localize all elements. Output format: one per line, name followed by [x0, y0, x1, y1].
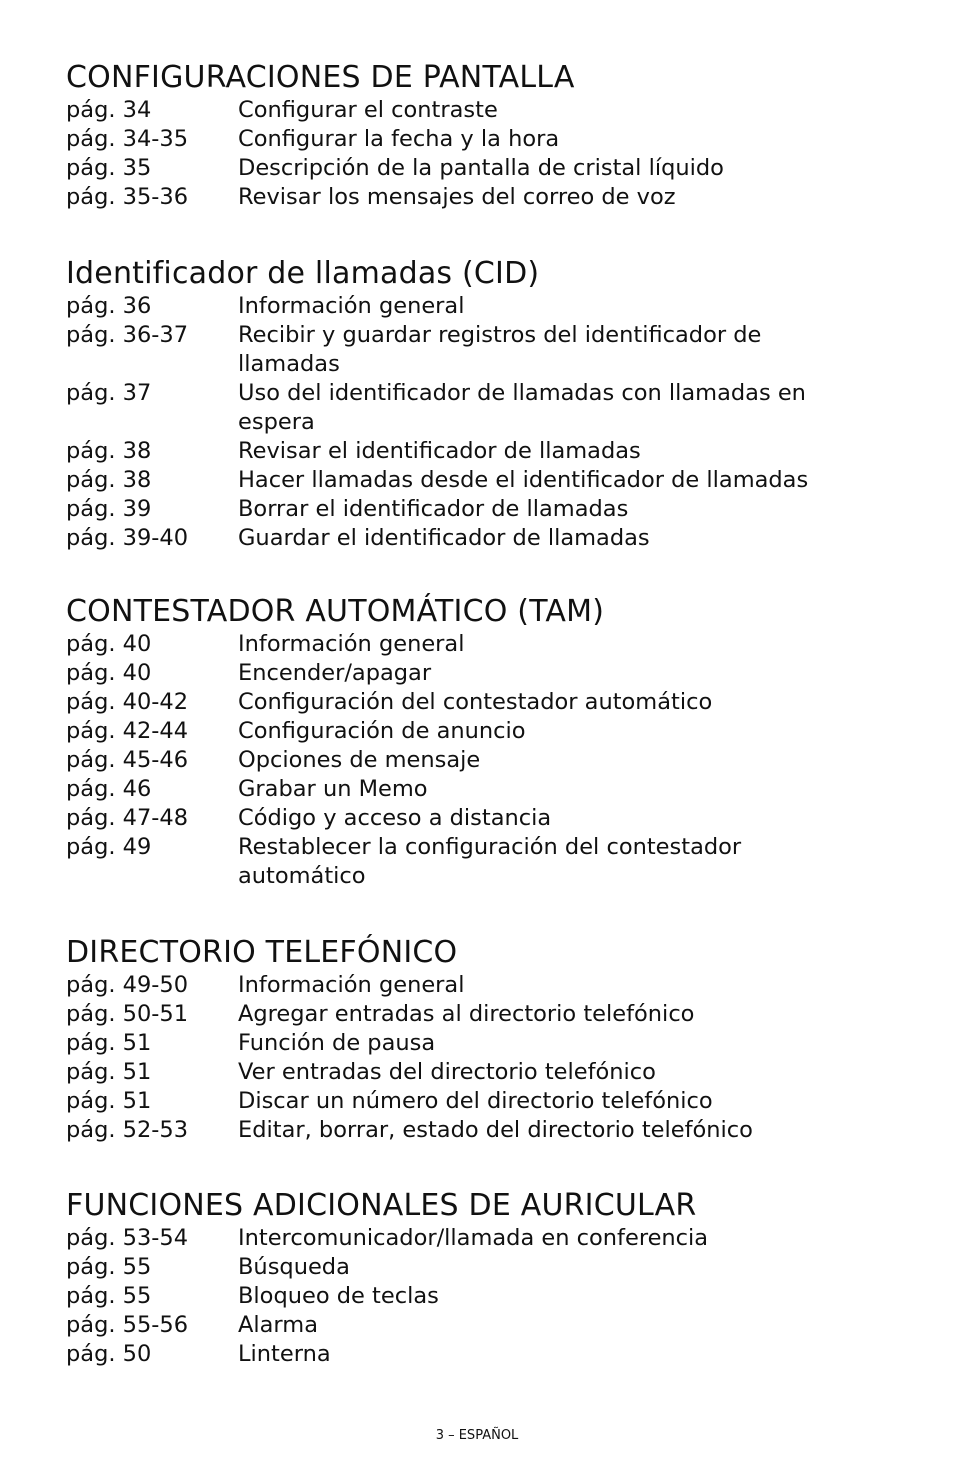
- entry-description: Configurar el contraste: [238, 97, 498, 123]
- toc-entry: [66, 775, 886, 804]
- entry-description: Recibir y guardar registros del identificador de llamadas: [238, 322, 762, 377]
- page-reference: pág. 40-42: [66, 689, 189, 715]
- toc-entry: [66, 1058, 886, 1087]
- entry-description: Uso del identificador de llamadas con llamadas en espera: [238, 380, 806, 435]
- section-title: CONTESTADOR AUTOMÁTICO (TAM): [66, 594, 605, 629]
- entry-description: Revisar el identificador de llamadas: [238, 438, 641, 464]
- entry-description: Grabar un Memo: [238, 776, 428, 802]
- section-identificador-de-llamadas: [66, 256, 886, 553]
- page-reference: pág. 37: [66, 380, 152, 406]
- page-reference: pág. 52-53: [66, 1117, 189, 1143]
- toc-entry: [66, 524, 886, 553]
- page-reference: pág. 42-44: [66, 718, 189, 744]
- toc-entry: [66, 688, 886, 717]
- toc-entry: [66, 971, 886, 1000]
- section-configuraciones-de-pantalla: [66, 60, 886, 212]
- toc-entry: [66, 1029, 886, 1058]
- toc-entry: [66, 96, 886, 125]
- toc-entry: [66, 1000, 886, 1029]
- entry-description: Hacer llamadas desde el identificador de llamadas: [238, 467, 809, 493]
- page-reference: pág. 51: [66, 1059, 152, 1085]
- page-reference: pág. 46: [66, 776, 152, 802]
- page-reference: pág. 38: [66, 467, 152, 493]
- page-reference: pág. 40: [66, 660, 152, 686]
- toc-entry: [66, 1116, 886, 1145]
- entry-description: Información general: [238, 631, 465, 657]
- entry-description: Intercomunicador/llamada en conferencia: [238, 1225, 709, 1251]
- entry-description: Código y acceso a distancia: [238, 805, 552, 831]
- toc-entry: [66, 1087, 886, 1116]
- page-reference: pág. 51: [66, 1030, 152, 1056]
- entry-description: Búsqueda: [238, 1254, 350, 1280]
- toc-entry: [66, 1253, 886, 1282]
- entry-description: Restablecer la configuración del contestador automático: [238, 834, 742, 889]
- page-reference: pág. 34-35: [66, 126, 189, 152]
- toc-entry: [66, 1282, 886, 1311]
- page-reference: pág. 39: [66, 496, 152, 522]
- section-directorio-telefonico: [66, 935, 886, 1145]
- entry-description: Configuración de anuncio: [238, 718, 526, 744]
- page-reference: pág. 38: [66, 438, 152, 464]
- page-reference: pág. 50: [66, 1341, 152, 1367]
- page-reference: pág. 36-37: [66, 322, 189, 348]
- entry-description: Configurar la fecha y la hora: [238, 126, 560, 152]
- entry-description: Bloqueo de teclas: [238, 1283, 439, 1309]
- toc-entry: [66, 437, 886, 466]
- toc-entry: [66, 154, 886, 183]
- entry-description: Opciones de mensaje: [238, 747, 481, 773]
- page-reference: pág. 51: [66, 1088, 152, 1114]
- page-reference: pág. 55: [66, 1254, 152, 1280]
- table-of-contents: [66, 60, 886, 1369]
- toc-entry: [66, 1311, 886, 1340]
- toc-entry: [66, 1340, 886, 1369]
- entry-description: Editar, borrar, estado del directorio telefónico: [238, 1117, 753, 1143]
- section-title: FUNCIONES ADICIONALES DE AURICULAR: [66, 1188, 697, 1223]
- entry-description: Revisar los mensajes del correo de voz: [238, 184, 676, 210]
- page-reference: pág. 53-54: [66, 1225, 189, 1251]
- toc-entry: [66, 804, 886, 833]
- page-reference: pág. 47-48: [66, 805, 189, 831]
- toc-entry: [66, 125, 886, 154]
- toc-entry: [66, 379, 886, 437]
- page-reference: pág. 55: [66, 1283, 152, 1309]
- page-reference: pág. 50-51: [66, 1001, 189, 1027]
- toc-entry: [66, 717, 886, 746]
- page-reference: pág. 45-46: [66, 747, 189, 773]
- entry-description: Información general: [238, 293, 465, 319]
- toc-entry: [66, 630, 886, 659]
- entry-description: Ver entradas del directorio telefónico: [238, 1059, 656, 1085]
- section-title: CONFIGURACIONES DE PANTALLA: [66, 60, 575, 95]
- page-reference: pág. 49: [66, 834, 152, 860]
- page-reference: pág. 49-50: [66, 972, 189, 998]
- page-reference: pág. 36: [66, 293, 152, 319]
- page-reference: pág. 35: [66, 155, 152, 181]
- toc-entry: [66, 292, 886, 321]
- entry-description: Información general: [238, 972, 465, 998]
- entry-description: Guardar el identificador de llamadas: [238, 525, 650, 551]
- page-footer: 3 – ESPAÑOL: [435, 1428, 519, 1443]
- page-reference: pág. 39-40: [66, 525, 189, 551]
- page-reference: pág. 55-56: [66, 1312, 189, 1338]
- entry-description: Encender/apagar: [238, 660, 432, 686]
- entry-description: Linterna: [238, 1341, 331, 1367]
- toc-entry: [66, 659, 886, 688]
- section-contestador-automatico: [66, 594, 886, 891]
- entry-description: Configuración del contestador automático: [238, 689, 713, 715]
- toc-entry: [66, 466, 886, 495]
- page-reference: pág. 40: [66, 631, 152, 657]
- section-funciones-adicionales: [66, 1188, 886, 1369]
- toc-entry: [66, 833, 886, 891]
- entry-description: Alarma: [238, 1312, 318, 1338]
- entry-description: Descripción de la pantalla de cristal líquido: [238, 155, 724, 181]
- entry-description: Discar un número del directorio telefónico: [238, 1088, 713, 1114]
- section-title: DIRECTORIO TELEFÓNICO: [66, 935, 458, 970]
- section-title: Identificador de llamadas (CID): [66, 256, 540, 291]
- toc-entry: [66, 746, 886, 775]
- page-reference: pág. 35-36: [66, 184, 189, 210]
- toc-entry: [66, 495, 886, 524]
- entry-description: Agregar entradas al directorio telefónico: [238, 1001, 695, 1027]
- toc-entry: [66, 183, 886, 212]
- entry-description: Función de pausa: [238, 1030, 436, 1056]
- entry-description: Borrar el identificador de llamadas: [238, 496, 629, 522]
- toc-entry: [66, 1224, 886, 1253]
- toc-entry: [66, 321, 886, 379]
- page-reference: pág. 34: [66, 97, 152, 123]
